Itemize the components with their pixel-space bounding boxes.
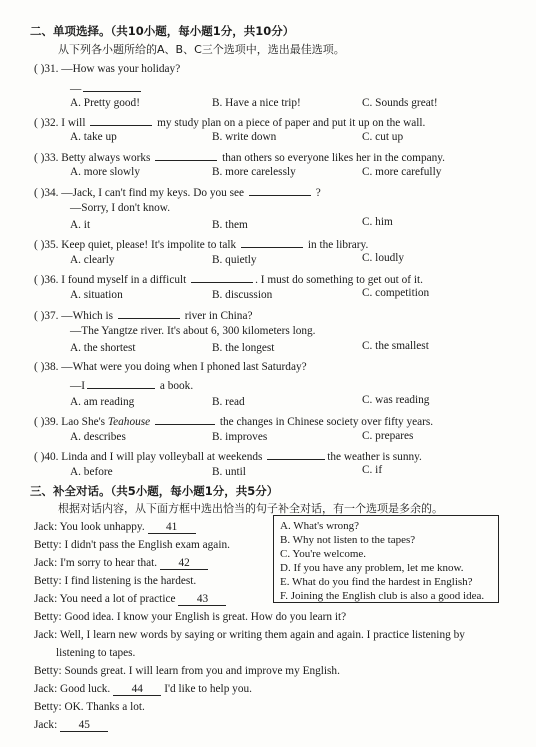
question-stem: ( )31. —How was your holiday? (34, 63, 181, 75)
option-b[interactable]: B. until (212, 466, 246, 478)
section-title: 三、补全对话。（共5小题，每小题1分，共5分） (30, 484, 279, 498)
dialogue-line: Betty: OK. Thanks a lot. (34, 701, 145, 713)
choice-d[interactable]: D. If you have any problem, let me know. (280, 562, 464, 574)
option-a[interactable]: A. it (70, 219, 91, 231)
dialogue-line: Betty: I find listening is the hardest. (34, 575, 197, 587)
option-b[interactable]: B. quietly (212, 254, 257, 266)
option-c[interactable]: C. cut up (362, 131, 404, 143)
option-a[interactable]: A. describes (70, 431, 126, 443)
option-c[interactable]: C. the smallest (362, 340, 429, 352)
choice-c[interactable]: C. You're welcome. (280, 548, 367, 560)
question-stem: ( )37. —Which is river in China? (34, 307, 252, 323)
option-c[interactable]: C. him (362, 216, 393, 228)
option-b[interactable]: B. them (212, 219, 248, 231)
option-c[interactable]: C. more carefully (362, 166, 442, 178)
choice-e[interactable]: E. What do you find the hardest in English? (280, 576, 473, 588)
option-c[interactable]: C. if (362, 464, 383, 476)
option-a[interactable]: A. am reading (70, 396, 135, 408)
dialogue-line: Betty: Good idea. I know your English is great. How do you learn it? (34, 611, 347, 623)
answer-blank[interactable]: 41 (148, 521, 196, 534)
choices-box (273, 515, 499, 603)
question-stem-response: —I a book. (70, 377, 193, 393)
option-a[interactable]: A. Pretty good! (70, 97, 140, 109)
option-a[interactable]: A. take up (70, 131, 117, 143)
dialogue-line: Betty: I didn't pass the English exam again. (34, 539, 230, 551)
dialogue-line: Jack: Good luck. 44 I'd like to help you. (34, 683, 252, 695)
option-a[interactable]: A. clearly (70, 254, 115, 266)
option-a[interactable]: A. the shortest (70, 342, 136, 354)
option-c[interactable]: C. loudly (362, 252, 405, 264)
option-c[interactable]: C. competition (362, 287, 430, 299)
question-stem-response: — (70, 80, 143, 96)
option-b[interactable]: B. more carelessly (212, 166, 296, 178)
question-stem: ( )35. Keep quiet, please! It's impolite to talk in the library. (34, 236, 368, 252)
option-c[interactable]: C. was reading (362, 394, 430, 406)
option-c[interactable]: C. prepares (362, 430, 414, 442)
option-a[interactable]: A. situation (70, 289, 123, 301)
option-b[interactable]: B. write down (212, 131, 277, 143)
option-a[interactable]: A. more slowly (70, 166, 140, 178)
question-stem: ( )32. I will my study plan on a piece of paper and put it up on the wall. (34, 114, 425, 130)
section-title: 二、单项选择。（共10小题，每小题1分，共10分） (30, 24, 295, 38)
answer-blank[interactable]: 42 (160, 557, 208, 570)
answer-blank[interactable]: 43 (178, 593, 226, 606)
option-c[interactable]: C. Sounds great! (362, 97, 438, 109)
question-stem-response: —Sorry, I don't know. (70, 202, 171, 214)
dialogue-line: listening to tapes. (56, 647, 136, 659)
question-stem: ( )33. Betty always works than others so everyone likes her in the company. (34, 149, 445, 165)
section-instruction: 从下列各小题所给的A、B、C三个选项中，选出最佳选项。 (58, 43, 345, 56)
choice-f[interactable]: F. Joining the English club is also a good idea. (280, 590, 485, 602)
question-stem: ( )38. —What were you doing when I phoned last Saturday? (34, 361, 307, 373)
dialogue-line: Jack: Well, I learn new words by saying or writing them again and again. I practice listening by (34, 629, 465, 641)
dialogue-line: Betty: Sounds great. I will learn from you and improve my English. (34, 665, 340, 677)
option-b[interactable]: B. improves (212, 431, 268, 443)
dialogue-line: Jack: 45 (34, 718, 111, 732)
question-stem: ( )39. Lao She's Teahouse the changes in Chinese society over fifty years. (34, 413, 433, 429)
dialogue-line: Jack: You need a lot of practice 43 (34, 592, 229, 606)
option-b[interactable]: B. Have a nice trip! (212, 97, 301, 109)
question-stem-response: —The Yangtze river. It's about 6, 300 kilometers long. (70, 325, 316, 337)
question-stem: ( )40. Linda and I will play volleyball at weekends the weather is sunny. (34, 448, 422, 464)
option-a[interactable]: A. before (70, 466, 113, 478)
dialogue-line: Jack: I'm sorry to hear that. 42 (34, 556, 211, 570)
option-b[interactable]: B. read (212, 396, 245, 408)
option-b[interactable]: B. the longest (212, 342, 275, 354)
section-instruction: 根据对话内容，从下面方框中选出恰当的句子补全对话，有一个选项是多余的。 (58, 502, 443, 515)
choice-a[interactable]: A. What's wrong? (280, 520, 360, 532)
question-stem: ( )36. I found myself in a difficult . I must do something to get out of it. (34, 271, 423, 287)
option-b[interactable]: B. discussion (212, 289, 273, 301)
answer-blank[interactable]: 45 (60, 719, 108, 732)
question-stem: ( )34. —Jack, I can't find my keys. Do you see ? (34, 184, 321, 200)
answer-blank[interactable]: 44 (113, 683, 161, 696)
dialogue-line: Jack: You look unhappy. 41 (34, 520, 199, 534)
choice-b[interactable]: B. Why not listen to the tapes? (280, 534, 416, 546)
